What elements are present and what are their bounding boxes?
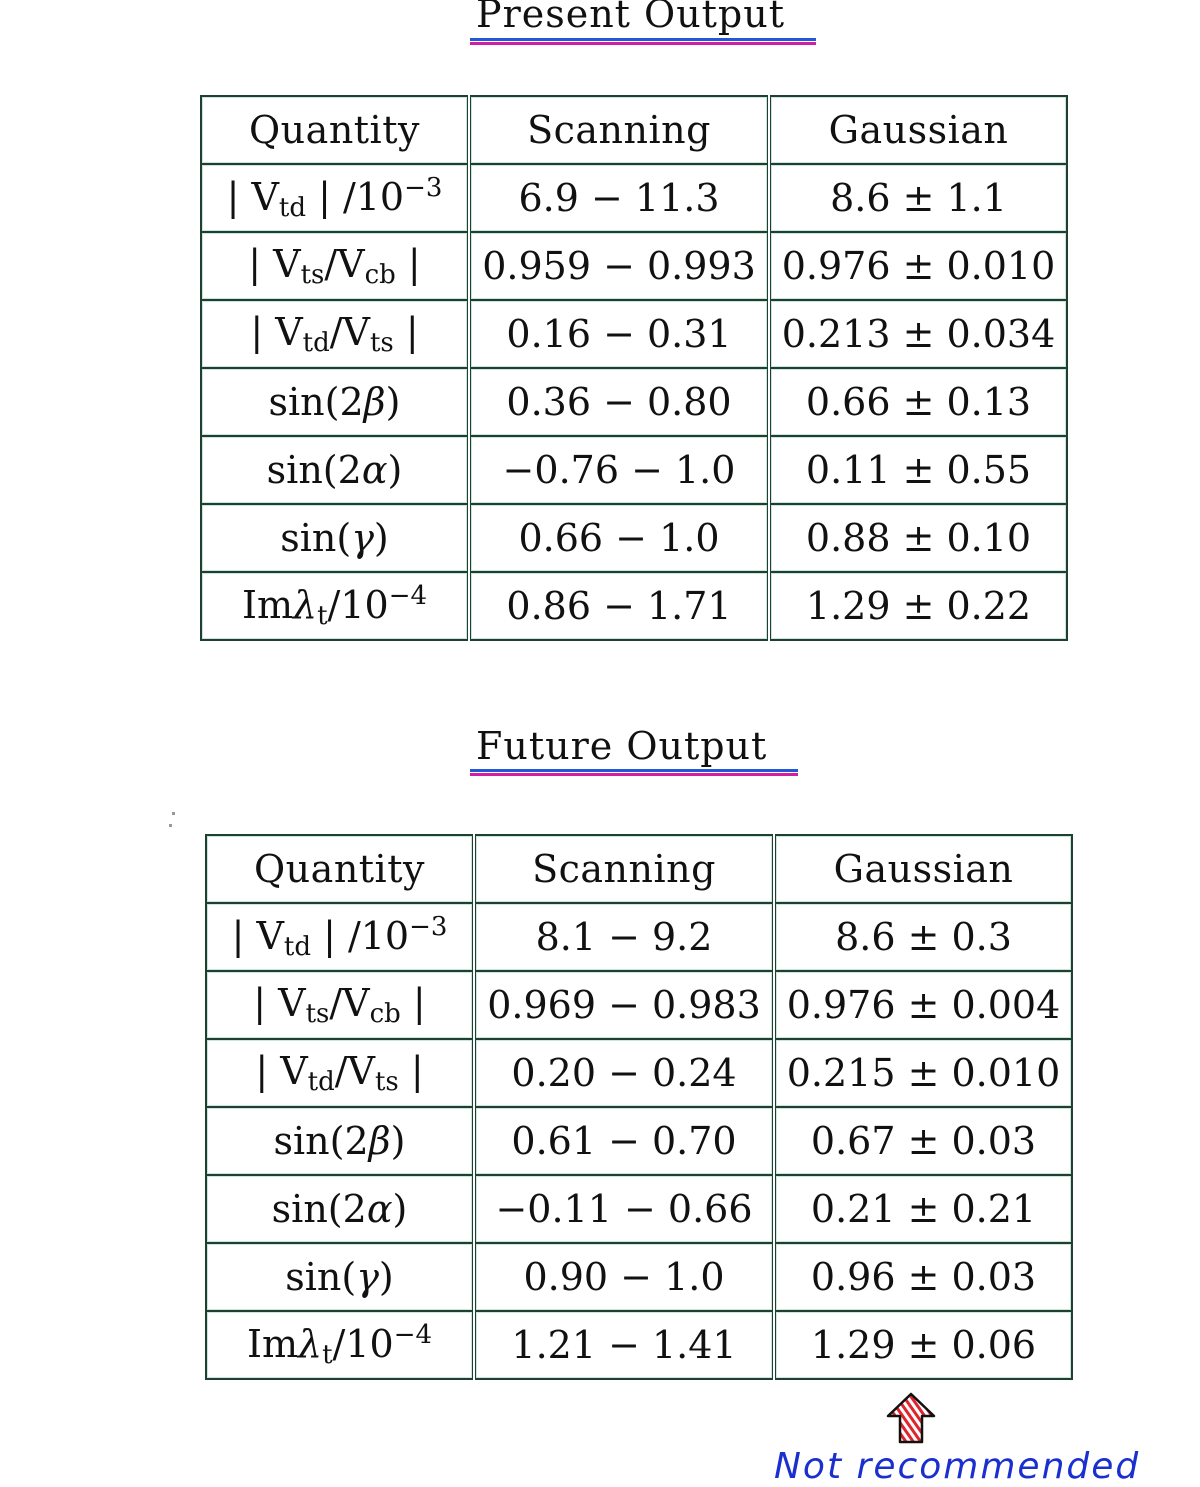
column-header: Gaussian — [774, 835, 1072, 903]
column-header: Scanning — [474, 835, 774, 903]
scanning-cell: 0.61 − 0.70 — [474, 1107, 774, 1175]
table-row — [206, 971, 1072, 1039]
quantity-cell: | $V_{ts}/V_{cb}$ | — [206, 971, 474, 1039]
column-header: Quantity — [206, 835, 474, 903]
gaussian-cell: 0.21 ± 0.21 — [774, 1175, 1072, 1243]
scanning-cell: 0.36 − 0.80 — [469, 368, 769, 436]
quantity-cell: | $V_{td}$ | $/10^{-3}$ — [206, 903, 474, 971]
quantity-cell: sin(2α) — [206, 1175, 474, 1243]
quantity-cell: | $V_{ts}/V_{cb}$ | — [201, 232, 469, 300]
future-output-title: Future Output — [476, 724, 768, 768]
quantity-cell: sin(2β) — [206, 1107, 474, 1175]
present-output-table — [200, 95, 1068, 641]
quantity-cell: $Im\lambda_t/10^{-4}$ — [206, 1311, 474, 1379]
gaussian-cell: 0.67 ± 0.03 — [774, 1107, 1072, 1175]
scanning-cell: 0.20 − 0.24 — [474, 1039, 774, 1107]
scanning-cell: 8.1 − 9.2 — [474, 903, 774, 971]
gaussian-cell: 0.976 ± 0.010 — [769, 232, 1067, 300]
not-recommended-note: Not recommended — [774, 1446, 1141, 1487]
table-row — [206, 1175, 1072, 1243]
gaussian-cell: 0.96 ± 0.03 — [774, 1243, 1072, 1311]
gaussian-cell: 0.215 ± 0.010 — [774, 1039, 1072, 1107]
scan-speck — [172, 812, 175, 815]
quantity-cell: sin(2β) — [201, 368, 469, 436]
table-row — [201, 368, 1067, 436]
table-row — [206, 1243, 1072, 1311]
gaussian-cell: 0.66 ± 0.13 — [769, 368, 1067, 436]
scanning-cell: 0.969 − 0.983 — [474, 971, 774, 1039]
table-row — [201, 572, 1067, 640]
scanning-cell: 0.16 − 0.31 — [469, 300, 769, 368]
quantity-cell: | $V_{td}/V_{ts}$ | — [201, 300, 469, 368]
column-header: Quantity — [201, 96, 469, 164]
table-row — [201, 436, 1067, 504]
column-header: Gaussian — [769, 96, 1067, 164]
table-row — [201, 232, 1067, 300]
present-output-title: Present Output — [476, 0, 786, 36]
quantity-cell: $Im\lambda_t/10^{-4}$ — [201, 572, 469, 640]
gaussian-cell: 0.213 ± 0.034 — [769, 300, 1067, 368]
gaussian-cell: 0.88 ± 0.10 — [769, 504, 1067, 572]
column-header: Scanning — [469, 96, 769, 164]
gaussian-cell: 1.29 ± 0.22 — [769, 572, 1067, 640]
scanning-cell: 0.959 − 0.993 — [469, 232, 769, 300]
quantity-cell: | $V_{td}$ | $/10^{-3}$ — [201, 164, 469, 232]
table-row — [201, 300, 1067, 368]
gaussian-cell: 8.6 ± 1.1 — [769, 164, 1067, 232]
gaussian-cell: 0.976 ± 0.004 — [774, 971, 1072, 1039]
scanning-cell: 0.66 − 1.0 — [469, 504, 769, 572]
scanning-cell: 0.86 − 1.71 — [469, 572, 769, 640]
table-row — [206, 1107, 1072, 1175]
future-output-table — [205, 834, 1073, 1380]
scanning-cell: −0.76 − 1.0 — [469, 436, 769, 504]
gaussian-cell: 1.29 ± 0.06 — [774, 1311, 1072, 1379]
table-row — [206, 903, 1072, 971]
table-header-row — [201, 96, 1067, 164]
table-row — [206, 1039, 1072, 1107]
table-row — [201, 164, 1067, 232]
scanning-cell: 1.21 − 1.41 — [474, 1311, 774, 1379]
scanning-cell: −0.11 − 0.66 — [474, 1175, 774, 1243]
table-header-row — [206, 835, 1072, 903]
quantity-cell: | $V_{td}/V_{ts}$ | — [206, 1039, 474, 1107]
quantity-cell: sin(γ) — [201, 504, 469, 572]
gaussian-cell: 8.6 ± 0.3 — [774, 903, 1072, 971]
scanning-cell: 0.90 − 1.0 — [474, 1243, 774, 1311]
gaussian-cell: 0.11 ± 0.55 — [769, 436, 1067, 504]
quantity-cell: sin(2α) — [201, 436, 469, 504]
up-arrow-icon — [884, 1392, 938, 1448]
quantity-cell: sin(γ) — [206, 1243, 474, 1311]
scan-speck — [169, 824, 172, 827]
table-row — [206, 1311, 1072, 1379]
scanning-cell: 6.9 − 11.3 — [469, 164, 769, 232]
table-row — [201, 504, 1067, 572]
